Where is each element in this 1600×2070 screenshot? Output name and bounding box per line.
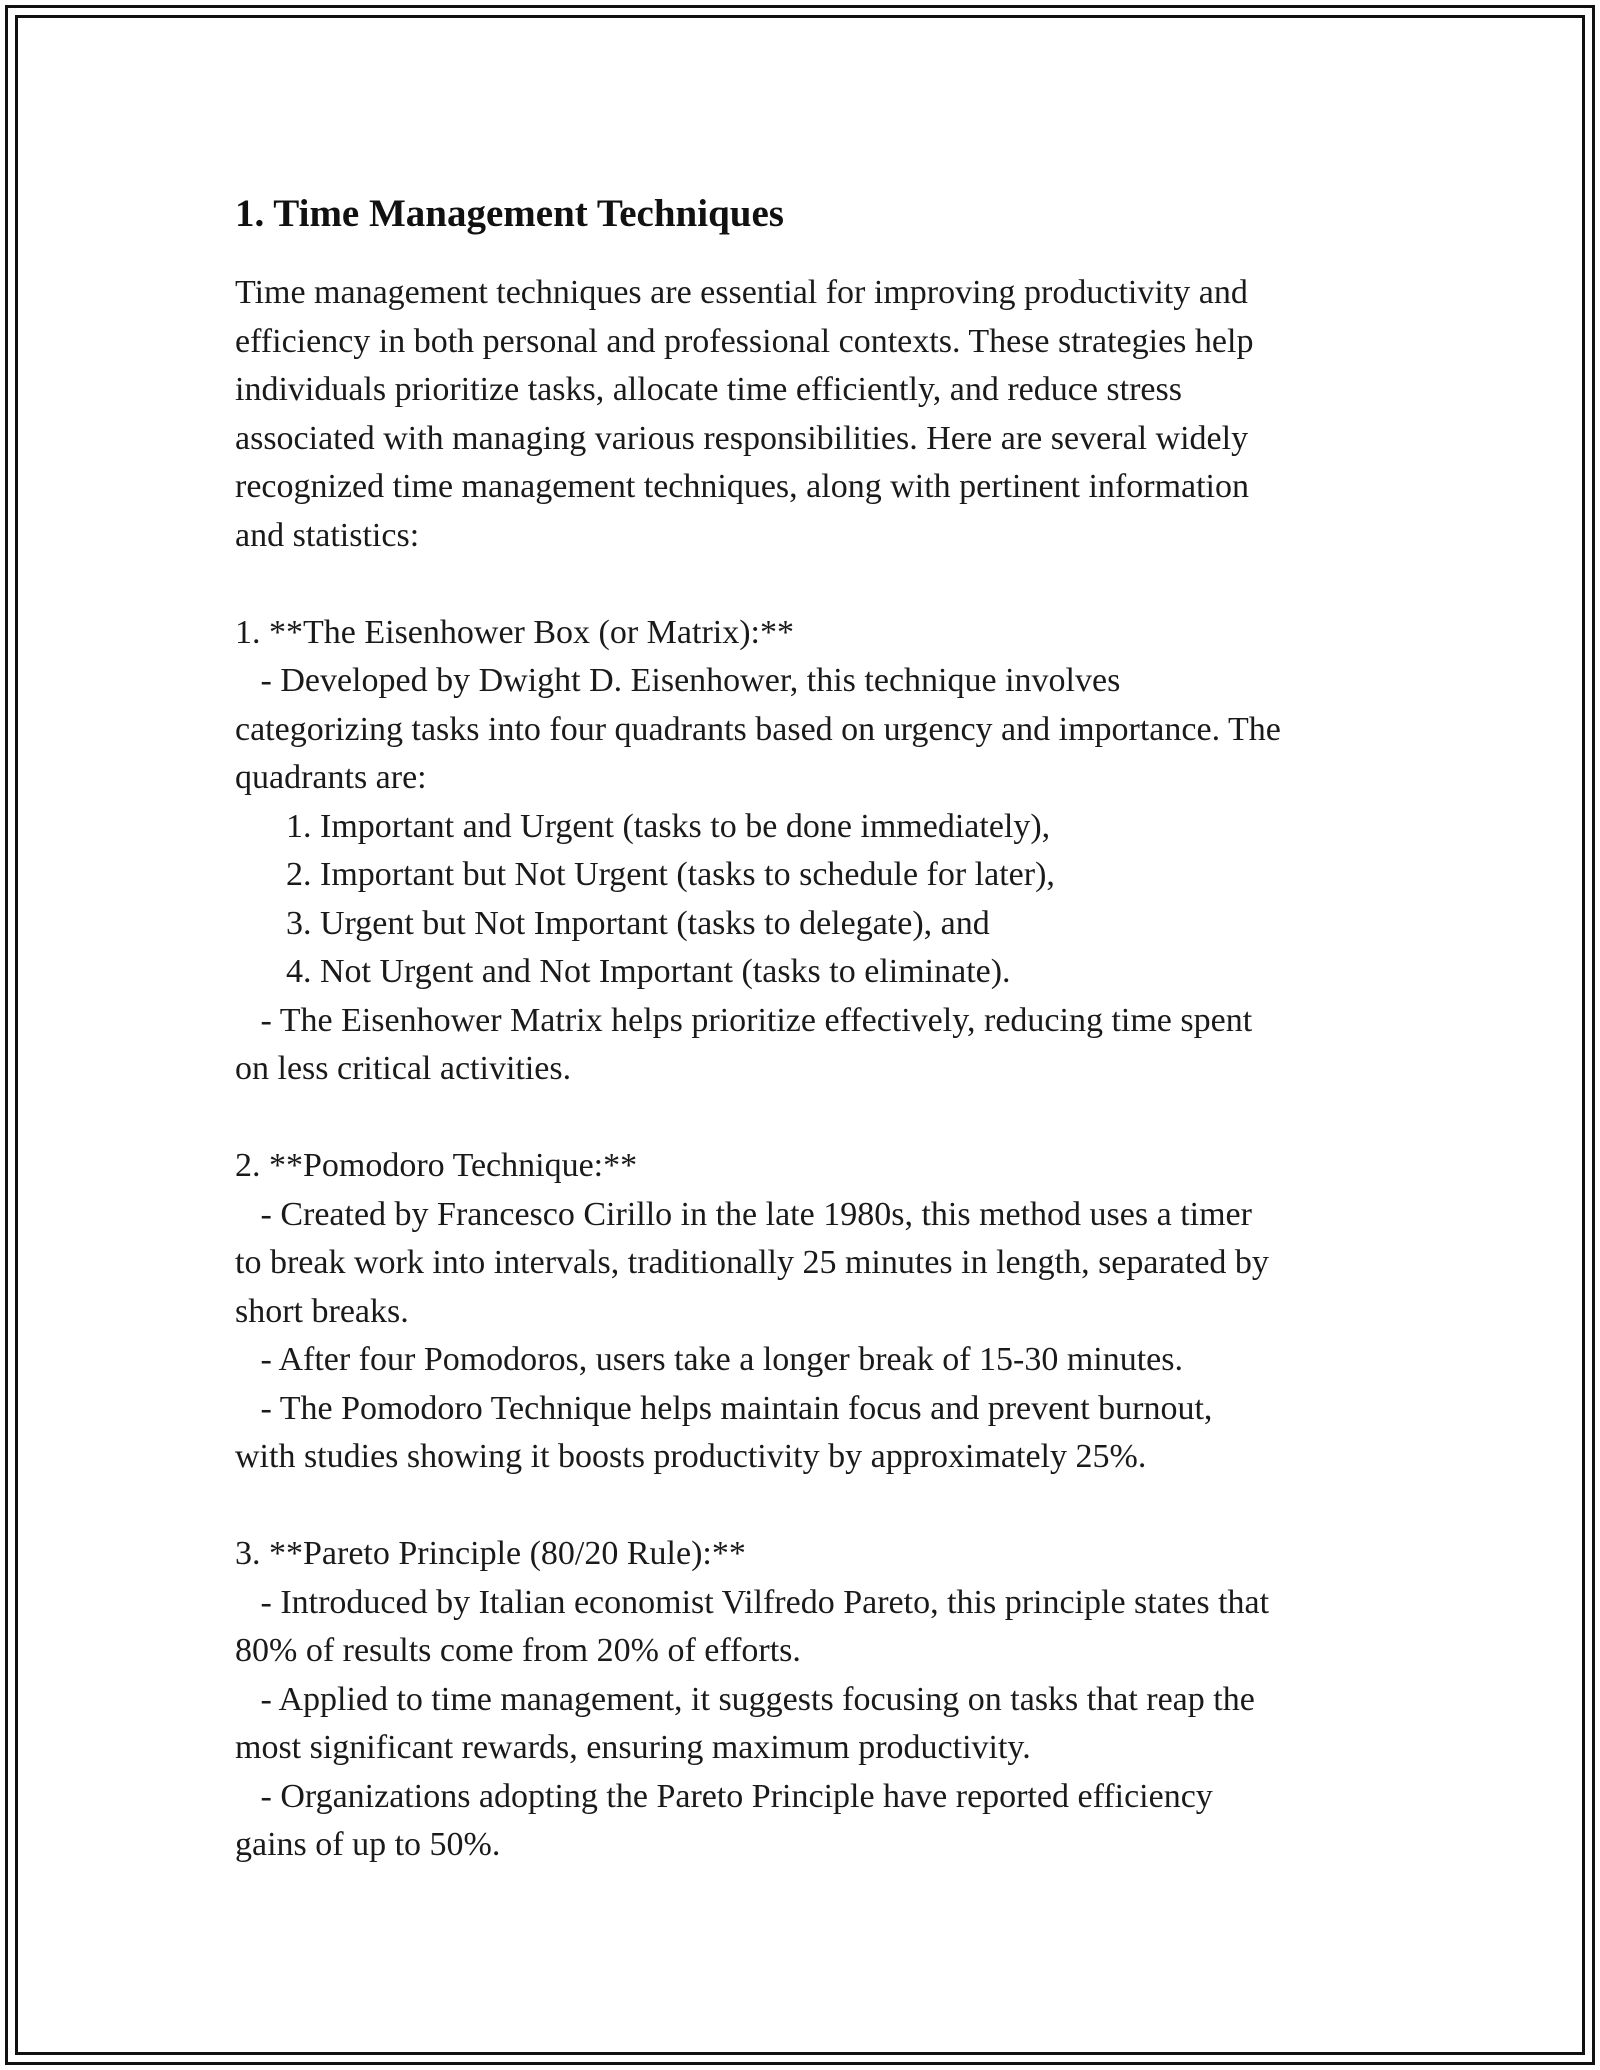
intro-line: individuals prioritize tasks, allocate time efficiently, and reduce stress — [235, 371, 1182, 408]
intro-line: recognized time management techniques, along with pertinent information — [235, 468, 1250, 505]
section-line: - The Pomodoro Technique helps maintain focus and prevent burnout, — [235, 1389, 1213, 1427]
intro-line: and statistics: — [235, 516, 420, 554]
section-line: 1. **The Eisenhower Box (or Matrix):** — [235, 613, 794, 651]
section-line: to break work into intervals, traditionally 25 minutes in length, separated by — [235, 1244, 1269, 1281]
intro-line: associated with managing various responsibilities. Here are several widely — [235, 419, 1249, 457]
section-line: - Applied to time management, it suggests focusing on tasks that reap the — [235, 1680, 1255, 1718]
section-line: 3. **Pareto Principle (80/20 Rule):** — [235, 1535, 746, 1572]
section-line: gains of up to 50%. — [235, 1826, 501, 1863]
section-line: short breaks. — [235, 1292, 409, 1330]
intro-paragraph — [235, 269, 1375, 560]
section-line: quadrants are: — [235, 759, 427, 796]
section-line: - Developed by Dwight D. Eisenhower, this technique involves — [235, 662, 1121, 699]
section-line: 3. Urgent but Not Important (tasks to delegate), and — [235, 904, 990, 942]
section-line: on less critical activities. — [235, 1050, 572, 1087]
section-line: - Introduced by Italian economist Vilfredo Pareto, this principle states that — [235, 1583, 1270, 1621]
section-heading: 1. Time Management Techniques — [235, 192, 784, 235]
section-line: most significant rewards, ensuring maximum productivity. — [235, 1729, 1031, 1766]
intro-line: Time management techniques are essential for improving productivity and — [235, 274, 1248, 311]
section-line: 2. Important but Not Urgent (tasks to schedule for later), — [235, 856, 1055, 893]
section-line: 4. Not Urgent and Not Important (tasks to eliminate). — [235, 953, 1011, 990]
pomodoro-section — [235, 1142, 1375, 1482]
eisenhower-section — [235, 609, 1375, 1094]
section-line: - After four Pomodoros, users take a longer break of 15-30 minutes. — [235, 1341, 1183, 1378]
pareto-section — [235, 1530, 1375, 1870]
section-line: - Organizations adopting the Pareto Principle have reported efficiency — [235, 1777, 1213, 1815]
paragraph-gap — [235, 560, 1375, 609]
document-body — [235, 188, 1375, 1870]
section-line: categorizing tasks into four quadrants based on urgency and importance. The — [235, 710, 1281, 748]
section-line: 2. **Pomodoro Technique:** — [235, 1147, 638, 1184]
paragraph-gap — [235, 1094, 1375, 1143]
section-line: - Created by Francesco Cirillo in the late 1980s, this method uses a timer — [235, 1195, 1252, 1233]
section-line: with studies showing it boosts productivity by approximately 25%. — [235, 1438, 1147, 1475]
intro-line: efficiency in both personal and professional contexts. These strategies help — [235, 322, 1254, 360]
section-line: 80% of results come from 20% of efforts. — [235, 1632, 801, 1669]
section-line: 1. Important and Urgent (tasks to be done immediately), — [235, 807, 1051, 845]
section-line: - The Eisenhower Matrix helps prioritize effectively, reducing time spent — [235, 1001, 1253, 1039]
paragraph-gap — [235, 1482, 1375, 1531]
